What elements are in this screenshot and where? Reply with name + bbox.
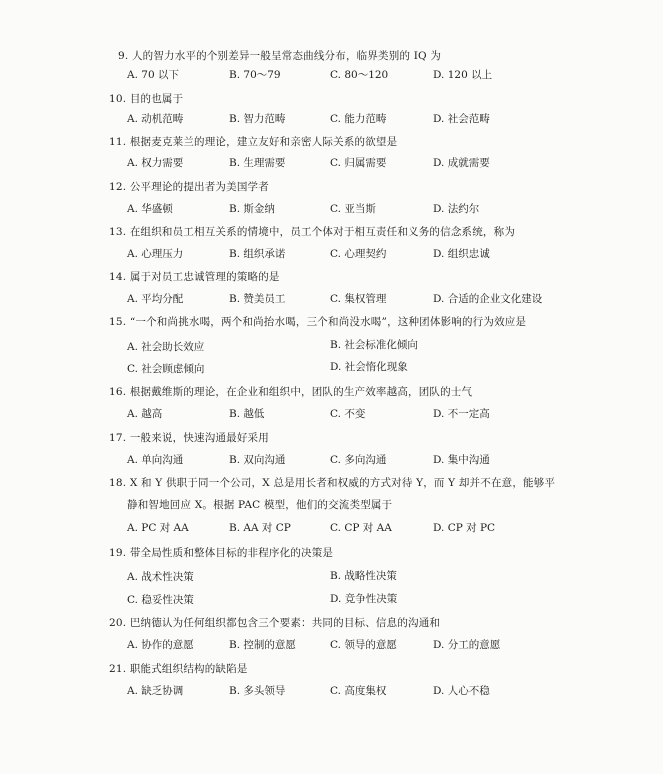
question-17-option-d: D. 集中沟通	[433, 454, 490, 466]
question-20-option-d: D. 分工的意愿	[433, 639, 501, 651]
question-11-option-c: C. 归属需要	[330, 157, 387, 169]
question-15-option-b: B. 社会标准化倾向	[330, 339, 418, 351]
question-9-option-a: A. 70 以下	[127, 69, 179, 81]
question-10-option-a: A. 动机范畴	[127, 113, 184, 125]
question-9-option-b: B. 70～79	[229, 69, 281, 81]
question-21-stem: 21. 职能式组织结构的缺陷是	[109, 663, 248, 675]
question-14-option-d: D. 合适的企业文化建设	[433, 293, 543, 305]
question-9-option-c: C. 80～120	[330, 69, 389, 81]
question-16-option-c: C. 不变	[330, 408, 366, 420]
question-15-option-c: C. 社会顾虑倾向	[127, 363, 205, 375]
question-21-option-a: A. 缺乏协调	[127, 685, 184, 697]
question-17-option-b: B. 双向沟通	[229, 454, 286, 466]
question-20-stem: 20. 巴纳德认为任何组织都包含三个要素：共同的目标、信息的沟通和	[109, 617, 441, 629]
question-12-option-c: C. 亚当斯	[330, 203, 376, 215]
question-9-option-d: D. 120 以上	[433, 69, 493, 81]
question-18-stem-line-1: 18. X 和 Y 供职于同一个公司，X 总是用长者和权威的方式对待 Y，而 Y 却并不在意，能够平	[109, 477, 556, 489]
question-19-option-b: B. 战略性决策	[330, 570, 397, 582]
question-19-option-d: D. 竞争性决策	[330, 593, 398, 605]
question-12-stem: 12. 公平理论的提出者为美国学者	[109, 181, 269, 193]
question-13-option-b: B. 组织承诺	[229, 248, 286, 260]
question-17-option-a: A. 单向沟通	[127, 454, 184, 466]
question-17-stem: 17. 一般来说，快速沟通最好采用	[109, 432, 269, 444]
question-14-option-b: B. 赞美员工	[229, 293, 286, 305]
question-12-option-d: D. 法约尔	[433, 203, 480, 215]
question-16-option-d: D. 不一定高	[433, 408, 490, 420]
question-17-option-c: C. 多向沟通	[330, 454, 387, 466]
question-10-option-d: D. 社会范畴	[433, 113, 490, 125]
question-15-stem: 15. “一个和尚挑水喝，两个和尚抬水喝，三个和尚没水喝”，这种团体影响的行为效应是	[109, 316, 527, 328]
question-15-option-d: D. 社会惰化现象	[330, 361, 408, 373]
question-19-option-a: A. 战术性决策	[127, 571, 194, 583]
question-12-option-a: A. 华盛顿	[127, 203, 173, 215]
question-14-stem: 14. 属于对员工忠诚管理的策略的是	[109, 271, 280, 283]
question-13-option-c: C. 心理契约	[330, 248, 387, 260]
question-16-stem: 16. 根据戴维斯的理论，在企业和组织中，团队的生产效率越高，团队的士气	[109, 386, 473, 398]
question-15-option-a: A. 社会助长效应	[127, 341, 205, 353]
question-9-stem: 9. 人的智力水平的个别差异一般呈常态曲线分布，临界类别的 IQ 为	[118, 50, 442, 62]
question-14-option-c: C. 集权管理	[330, 293, 387, 305]
question-11-stem: 11. 根据麦克莱兰的理论，建立友好和亲密人际关系的欲望是	[109, 136, 398, 148]
question-21-option-b: B. 多头领导	[229, 685, 286, 697]
question-20-option-a: A. 协作的意愿	[127, 639, 194, 651]
question-13-stem: 13. 在组织和员工相互关系的情境中，员工个体对于相互责任和义务的信念系统，称为	[109, 226, 516, 238]
question-21-option-d: D. 人心不稳	[433, 685, 490, 697]
question-21-option-c: C. 高度集权	[330, 685, 387, 697]
question-19-option-c: C. 稳妥性决策	[127, 594, 194, 606]
question-10-option-b: B. 智力范畴	[229, 113, 286, 125]
question-16-option-a: A. 越高	[127, 408, 163, 420]
question-13-option-d: D. 组织忠诚	[433, 248, 490, 260]
question-18-stem-line-2: 静和智地回应 X。根据 PAC 模型，他们的交流类型属于	[127, 499, 393, 511]
question-18-option-d: D. CP 对 PC	[433, 522, 496, 534]
question-11-option-b: B. 生理需要	[229, 157, 286, 169]
question-18-option-a: A. PC 对 AA	[127, 522, 189, 534]
question-10-stem: 10. 目的也属于	[109, 93, 184, 105]
question-13-option-a: A. 心理压力	[127, 248, 184, 260]
question-20-option-c: C. 领导的意愿	[330, 639, 397, 651]
question-12-option-b: B. 斯金纳	[229, 203, 275, 215]
question-18-option-c: C. CP 对 AA	[330, 522, 392, 534]
question-11-option-a: A. 权力需要	[127, 157, 184, 169]
question-20-option-b: B. 控制的意愿	[229, 639, 296, 651]
question-16-option-b: B. 越低	[229, 408, 265, 420]
question-11-option-d: D. 成就需要	[433, 157, 490, 169]
question-10-option-c: C. 能力范畴	[330, 113, 387, 125]
question-18-option-b: B. AA 对 CP	[229, 522, 291, 534]
question-14-option-a: A. 平均分配	[127, 293, 184, 305]
question-19-stem: 19. 带全局性质和整体目标的非程序化的决策是	[109, 547, 334, 559]
